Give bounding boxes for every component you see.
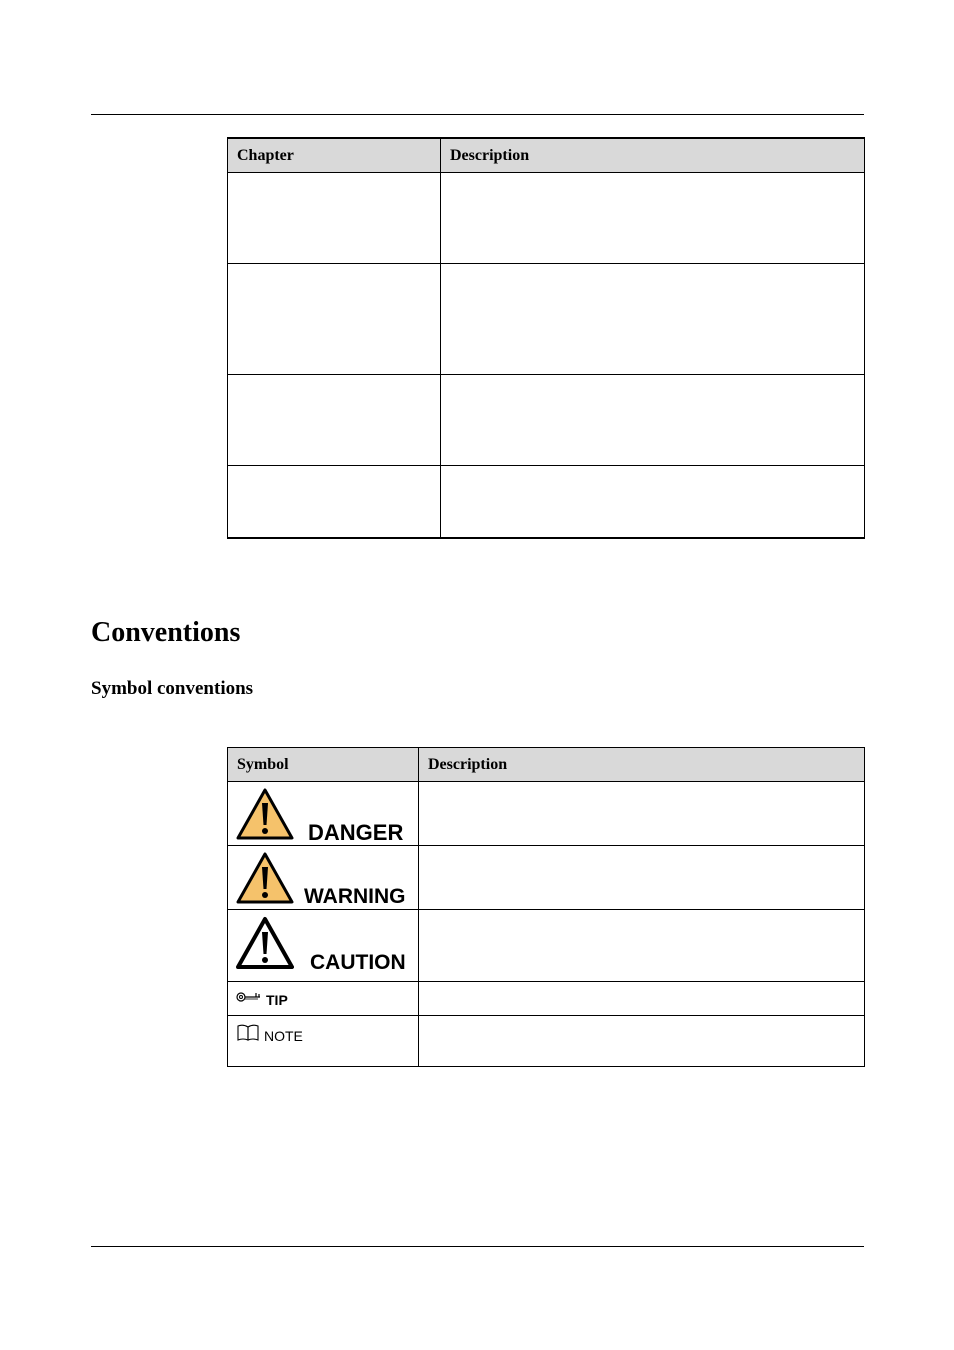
warning-triangle-filled-icon <box>236 852 294 909</box>
book-icon <box>236 1024 260 1047</box>
table-row <box>228 1016 865 1067</box>
section-heading: Conventions <box>91 617 241 648</box>
key-icon <box>236 990 262 1009</box>
description-cell <box>419 782 865 846</box>
column-header-description: Description <box>419 748 865 782</box>
description-cell <box>419 982 865 1016</box>
chapter-cell <box>228 466 441 538</box>
symbol-cell <box>228 846 419 910</box>
table-row <box>228 846 865 910</box>
description-cell <box>441 264 865 375</box>
table-row <box>228 375 865 466</box>
symbol-table <box>227 747 865 1067</box>
table-row <box>228 782 865 846</box>
warning-triangle-outline-icon <box>236 916 294 975</box>
table-header-row <box>228 138 865 173</box>
warning-triangle-filled-icon <box>236 788 294 845</box>
column-header-symbol: Symbol <box>228 748 419 782</box>
chapter-table <box>227 137 865 539</box>
table-row <box>228 264 865 375</box>
table-row <box>228 466 865 538</box>
symbol-cell <box>228 782 419 846</box>
description-cell <box>441 173 865 264</box>
table-header-row <box>228 748 865 782</box>
description-cell <box>419 1016 865 1067</box>
footer-rule <box>91 1246 864 1247</box>
table-row <box>228 910 865 982</box>
description-cell <box>441 375 865 466</box>
column-header-chapter: Chapter <box>228 138 441 173</box>
symbol-cell <box>228 1016 419 1067</box>
description-cell <box>419 910 865 982</box>
table-row <box>228 982 865 1016</box>
tip-label: TIP <box>266 991 288 1008</box>
chapter-cell <box>228 375 441 466</box>
description-cell <box>419 846 865 910</box>
chapter-cell <box>228 173 441 264</box>
column-header-description: Description <box>441 138 865 173</box>
warning-label: WARNING <box>304 885 406 908</box>
subsection-heading: Symbol conventions <box>91 678 254 699</box>
chapter-cell <box>228 264 441 375</box>
description-cell <box>441 466 865 538</box>
table-row <box>228 173 865 264</box>
caution-label: CAUTION <box>310 951 406 974</box>
danger-label: DANGER <box>308 820 404 845</box>
symbol-cell <box>228 910 419 982</box>
header-rule <box>91 114 864 115</box>
symbol-cell <box>228 982 419 1016</box>
note-label: NOTE <box>264 1027 303 1044</box>
